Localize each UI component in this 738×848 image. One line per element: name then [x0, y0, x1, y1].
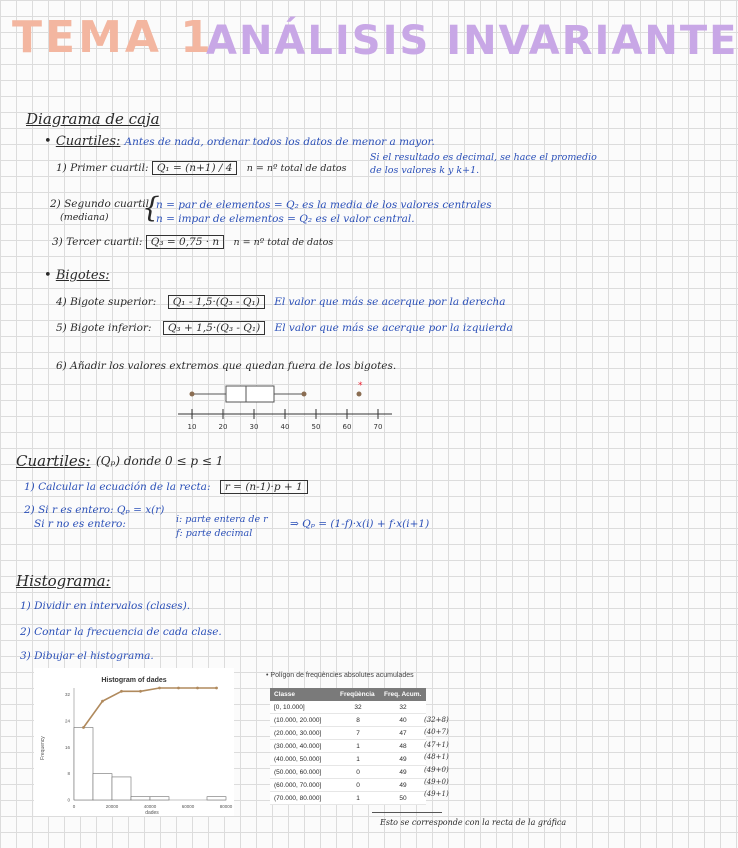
- table-cell: (70.000, 80.000]: [270, 792, 336, 805]
- table-cell: 49: [380, 753, 426, 766]
- axis-tick-label: 50: [311, 423, 321, 431]
- table-cell: 48: [380, 740, 426, 753]
- histogram-bar: [93, 774, 112, 800]
- x-tick-label: 40000: [143, 804, 157, 809]
- table-cell: 49: [380, 779, 426, 792]
- histogram-bar: [131, 797, 150, 800]
- table-footnote: Esto se corresponde con la recta de la gráfica: [380, 818, 567, 827]
- outlier-mark: *: [358, 381, 363, 391]
- axis-tick-label: 10: [187, 423, 197, 431]
- cumulative-point: [101, 700, 104, 703]
- annotations: [424, 714, 449, 801]
- x-tick-label: 60000: [181, 804, 195, 809]
- q1-label: 1) Primer cuartil:: [56, 162, 149, 174]
- axis-tick-label: 30: [249, 423, 259, 431]
- table-cell: 47: [380, 727, 426, 740]
- cumulative-point: [177, 687, 180, 690]
- q2-median: (mediana): [60, 212, 109, 223]
- heading-box-diagram: Diagrama de caja: [26, 110, 160, 128]
- histo-step-3: 3) Dibujar el histograma.: [20, 650, 154, 662]
- cuartiles-step1-row: [24, 481, 308, 493]
- table-cell: 40: [380, 714, 426, 727]
- histogram-chart: [34, 668, 234, 816]
- histogram-bar: [150, 797, 169, 800]
- box-plot: [170, 378, 400, 432]
- cuartiles-step2-result: ⇒ Qₚ = (1-f)·x(i) + f·x(i+1): [290, 518, 430, 530]
- table-cell: 0: [336, 779, 380, 792]
- col-header: Freq. Acum.: [380, 688, 426, 701]
- table-title-row: [266, 672, 414, 679]
- table-cell: 32: [336, 701, 380, 714]
- sum-annotation: (48+1): [424, 753, 449, 762]
- table-row: [270, 779, 426, 792]
- b5-label: 5) Bigote inferior:: [56, 322, 152, 334]
- q3-label: 3) Tercer cuartil:: [52, 236, 143, 248]
- whisker-end-low: [190, 392, 195, 397]
- table-cell: 50: [380, 792, 426, 805]
- table-row: [270, 714, 426, 727]
- outlier-point: [357, 392, 362, 397]
- title-part-1: TEMA 1: [12, 12, 214, 63]
- cumulative-point: [215, 687, 218, 690]
- bullet: •: [44, 134, 52, 149]
- cuartiles-step1-formula: r = (n-1)·p + 1: [220, 480, 308, 494]
- sum-annotation: (32+8): [424, 716, 449, 724]
- q2-odd: n = impar de elementos = Q₂ es el valor central.: [156, 213, 415, 225]
- y-tick-label: 8: [67, 771, 70, 777]
- table-cell: (40.000, 50.000]: [270, 753, 336, 766]
- q3-note: n = nº total de datos: [233, 237, 334, 248]
- b4-row: [56, 296, 506, 308]
- q1-note: n = nº total de datos: [246, 163, 347, 174]
- chart-ylabel: Frequency: [40, 736, 46, 760]
- decimal-note-2: de los valores k y k+1.: [370, 165, 480, 176]
- cuartiles-step2-i: i: parte entera de r: [176, 514, 268, 525]
- x-tick-label: 0: [72, 804, 76, 809]
- cumulative-point: [82, 726, 85, 729]
- whisker-end-high: [302, 392, 307, 397]
- histogram-bar: [74, 728, 93, 800]
- b5-formula: Q₃ + 1,5·(Q₃ - Q₁): [163, 321, 265, 335]
- y-tick-label: 0: [67, 797, 70, 803]
- table-cell: 32: [380, 701, 426, 714]
- table-cell: [0, 10.000]: [270, 701, 336, 714]
- table-cell: (50.000, 60.000]: [270, 766, 336, 779]
- q3-row: [52, 236, 333, 248]
- q2-label: 2) Segundo cuartil: [50, 198, 150, 210]
- histo-step-1: 1) Dividir en intervalos (clases).: [20, 600, 191, 612]
- table-cell: (20.000, 30.000]: [270, 727, 336, 740]
- table-row: [270, 727, 426, 740]
- axis-tick-label: 20: [218, 423, 228, 431]
- table-title: Polígon de freqüències absolutes acumulades: [270, 672, 414, 679]
- cuartiles-label: Cuartiles:: [55, 134, 121, 149]
- table-row: [270, 766, 426, 779]
- b5-note: El valor que más se acerque por la izquierda: [274, 322, 513, 334]
- chart-title: Histogram of dades: [101, 677, 167, 684]
- table-cell: 49: [380, 766, 426, 779]
- title-part-2: ANÁLISIS INVARIANTE: [206, 18, 738, 64]
- cumulative-line: [84, 688, 217, 728]
- col-header: Freqüència: [336, 688, 380, 701]
- axis-tick-label: 40: [280, 423, 290, 431]
- histogram-card: [34, 668, 234, 816]
- b6-label: 6) Añadir los valores extremos que quedan fuera de los bigotes.: [56, 360, 397, 372]
- cuartiles-step2b: Si r no es entero:: [34, 518, 126, 530]
- table-cell: 1: [336, 792, 380, 805]
- table-row: [270, 792, 426, 805]
- b4-note: El valor que más se acerque por la derecha: [274, 296, 506, 308]
- x-tick-label: 80000: [219, 804, 233, 809]
- y-tick-label: 24: [64, 718, 70, 724]
- y-tick-label: 16: [64, 744, 70, 750]
- table-cell: 7: [336, 727, 380, 740]
- table-cell: (10.000, 20.000]: [270, 714, 336, 727]
- chart-xlabel: dades: [145, 810, 159, 816]
- x-tick-label: 20000: [105, 804, 119, 809]
- histogram-bar: [207, 797, 226, 800]
- heading-histograma: Histograma:: [16, 572, 111, 590]
- cuartiles-row: [44, 134, 435, 149]
- table-cell: (60.000, 70.000]: [270, 779, 336, 792]
- sum-annotation: (49+0): [424, 765, 449, 774]
- cuartiles-step1: 1) Calcular la ecuación de la recta:: [24, 481, 211, 493]
- axis-tick-label: 60: [342, 423, 352, 431]
- table-row: [270, 701, 426, 714]
- freq-table: [270, 688, 426, 805]
- table-cell: 1: [336, 740, 380, 753]
- freq-table-wrap: [270, 688, 426, 805]
- axis-tick-label: 70: [373, 423, 383, 431]
- b5-row: [56, 322, 513, 334]
- y-tick-label: 32: [64, 692, 70, 698]
- histogram-bar: [112, 777, 131, 800]
- cuartiles-step2a: 2) Si r es entero: Qₚ = x(r): [24, 504, 165, 516]
- sum-annotation: (40+7): [424, 728, 449, 737]
- b4-label: 4) Bigote superior:: [56, 296, 157, 308]
- q1-row: [56, 162, 346, 174]
- q2-even: n = par de elementos = Q₂ es la media de los valores centrales: [156, 199, 492, 211]
- bullet: •: [266, 672, 269, 679]
- table-cell: 0: [336, 766, 380, 779]
- q3-formula: Q₃ = 0,75 · n: [146, 235, 224, 249]
- cuartiles-step2-f: f: parte decimal: [176, 528, 253, 539]
- sum-annotation: (47+1): [424, 740, 449, 749]
- histo-step-2: 2) Contar la frecuencia de cada clase.: [20, 626, 222, 638]
- sum-annotation: (49+1): [424, 790, 449, 799]
- cuartiles-intro: Antes de nada, ordenar todos los datos de menor a mayor.: [124, 136, 435, 148]
- cuartiles-def: (Qₚ) donde 0 ≤ p ≤ 1: [96, 454, 224, 468]
- decimal-note-1: Si el resultado es decimal, se hace el promedio: [370, 152, 597, 163]
- bullet: •: [44, 268, 52, 283]
- cumulative-point: [196, 687, 199, 690]
- cumulative-point: [139, 690, 142, 693]
- footnote-line: [372, 812, 442, 813]
- col-header: Classe: [270, 688, 336, 701]
- cumulative-point: [120, 690, 123, 693]
- table-row: [270, 740, 426, 753]
- bigotes-label: Bigotes:: [55, 268, 110, 283]
- table-cell: (30.000, 40.000]: [270, 740, 336, 753]
- q1-formula: Q₁ = (n+1) / 4: [152, 161, 238, 175]
- cumulative-point: [158, 687, 161, 690]
- b4-formula: Q₁ - 1,5·(Q₃ - Q₁): [168, 295, 265, 309]
- brace: {: [142, 191, 160, 224]
- bigotes-row: [44, 268, 110, 283]
- box: [226, 386, 274, 402]
- table-cell: 1: [336, 753, 380, 766]
- table-cell: 8: [336, 714, 380, 727]
- sum-annotation: (49+0): [424, 777, 449, 786]
- heading-cuartiles: Cuartiles:: [16, 452, 91, 470]
- table-row: [270, 753, 426, 766]
